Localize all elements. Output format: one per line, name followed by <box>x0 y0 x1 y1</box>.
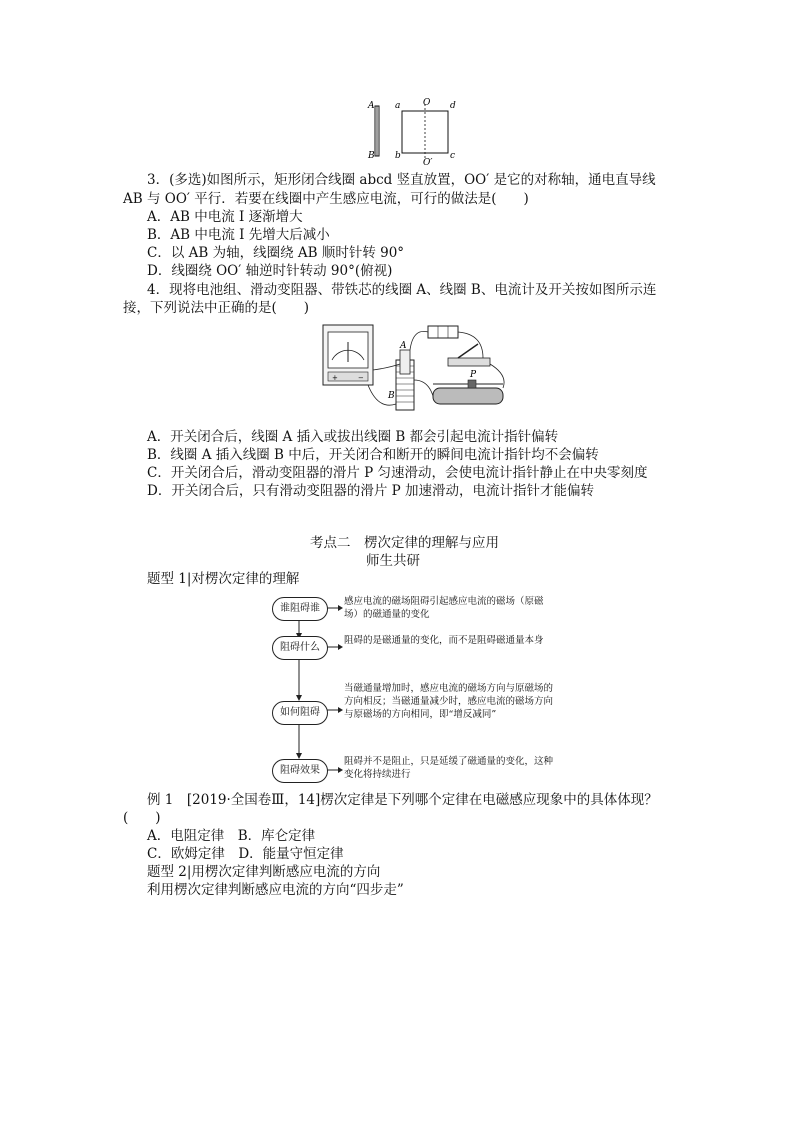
q3-option-d: D．线圈绕 OO′ 轴逆时针转动 90°(俯视) <box>147 263 393 279</box>
flowchart-node-4 <box>272 759 328 783</box>
example1-line1: 例 1 [2019·全国卷Ⅲ，14]楞次定律是下列哪个定律在电磁感应现象中的具体体现？ <box>147 792 658 808</box>
rheostat <box>433 370 503 404</box>
flowchart-node-3 <box>272 701 328 725</box>
q3-line1: 3．(多选)如图所示，矩形闭合线圈 abcd 竖直放置，OO′ 是它的对称轴，通电直导线 <box>147 172 656 188</box>
q4-option-a: A．开关闭合后，线圈 A 插入或拔出线圈 B 都会引起电流计指针偏转 <box>147 429 559 445</box>
coil-a-label: A <box>400 341 407 351</box>
q4-option-b: B．线圈 A 插入线圈 B 中后，开关闭合和断开的瞬间电流计指针均不会偏转 <box>147 447 599 463</box>
section-title: 考点二 楞次定律的理解与应用 <box>310 535 499 551</box>
q4-option-d: D．开关闭合后，只有滑动变阻器的滑片 P 加速滑动，电流计指针才能偏转 <box>147 483 594 499</box>
label-O: O <box>423 98 431 108</box>
label-d: d <box>450 101 456 111</box>
label-A: A <box>368 101 375 111</box>
section-subtitle: 师生共研 <box>366 553 420 569</box>
flowchart-desc-1: 感应电流的磁场阻碍引起感应电流的磁场（原磁场）的磁通量的变化 <box>344 596 544 620</box>
flowchart-desc-3: 当磁通量增加时，感应电流的磁场方向与原磁场的方向相反；当磁通量减少时，感应电流的磁场方向与原磁场的方向相同，即“增反减同” <box>344 683 554 720</box>
coil-b-label: B <box>388 391 395 401</box>
label-B: B <box>368 151 375 161</box>
node-2-label: 阻碍什么 <box>280 642 320 653</box>
example1-options-2: C．欧姆定律 D．能量守恒定律 <box>147 846 344 862</box>
flowchart-desc-4: 阻碍并不是阻止，只是延缓了磁通量的变化，这种变化将持续进行 <box>344 756 554 780</box>
q4-option-c: C．开关闭合后，滑动变阻器的滑片 P 匀速滑动，会使电流计指针静止在中央零刻度 <box>147 465 648 481</box>
galv-plus: + <box>332 374 338 382</box>
switch <box>448 344 490 366</box>
q4-line1: 4．现将电池组、滑动变阻器、带铁芯的线圈 A、线圈 B、电流计及开关按如图所示连 <box>147 282 657 298</box>
figure-wire-and-loop <box>365 96 465 166</box>
label-a: a <box>395 101 401 111</box>
coils <box>387 341 414 410</box>
type2-text: 利用楞次定律判断感应电流的方向“四步走” <box>147 882 404 898</box>
figure-circuit <box>318 320 518 425</box>
battery <box>428 326 458 338</box>
galvanometer <box>323 325 373 385</box>
example1-options-1: A．电阻定律 B．库仑定律 <box>147 828 316 844</box>
type1-heading: 题型 1|对楞次定律的理解 <box>147 571 300 587</box>
node-1-label: 谁阻碍谁 <box>280 603 320 614</box>
q3-line2: AB 与 OO′ 平行．若要在线圈中产生感应电流，可行的做法是( ) <box>123 191 529 207</box>
node-4-label: 阻碍效果 <box>280 765 320 776</box>
q3-option-b: B．AB 中电流 I 先增大后减小 <box>147 227 330 243</box>
flowchart-node-2 <box>272 636 328 660</box>
slider-p-label: P <box>470 370 477 380</box>
node-3-label: 如何阻碍 <box>280 707 320 718</box>
q3-option-a: A．AB 中电流 I 逐渐增大 <box>147 209 303 225</box>
flowchart-node-1 <box>272 597 328 621</box>
flowchart-lines <box>270 595 350 785</box>
example1-line2: ( ) <box>123 810 161 826</box>
flowchart-desc-2: 阻碍的是磁通量的变化，而不是阻碍磁通量本身 <box>344 635 544 646</box>
label-O-prime: O′ <box>423 158 433 166</box>
label-c: c <box>450 151 456 161</box>
label-b: b <box>395 151 401 161</box>
q3-option-c: C．以 AB 为轴，线圈绕 AB 顺时针转 90° <box>147 245 405 261</box>
q4-line2: 接，下列说法中正确的是( ) <box>123 300 310 316</box>
type2-heading: 题型 2|用楞次定律判断感应电流的方向 <box>147 864 381 880</box>
galv-minus: − <box>358 374 364 382</box>
